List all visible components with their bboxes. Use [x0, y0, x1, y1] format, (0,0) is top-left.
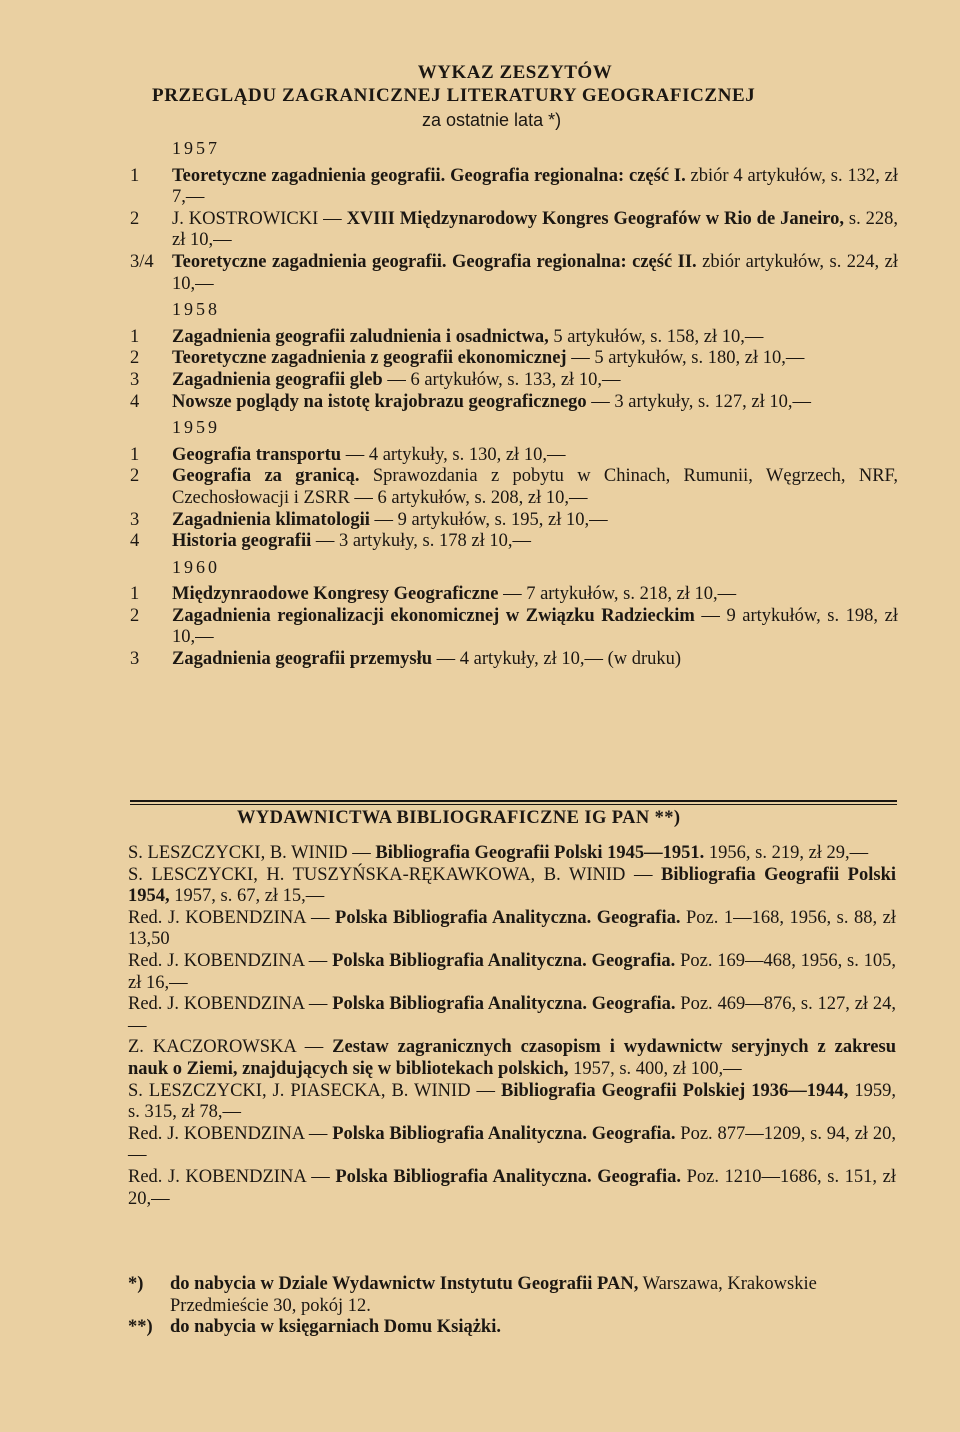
item-details: zbiór 4 artykułów, s. 132, zł 7,— — [172, 165, 899, 208]
item-title: Zagadnienia klimatologii — [172, 509, 370, 530]
item-details: — 9 artykułów, s. 198, zł 10,— — [172, 605, 898, 648]
footnote-details: Warszawa, Krakowskie Przedmieście 30, pokój 12. — [170, 1274, 817, 1316]
bibliography-list — [128, 843, 896, 1210]
bib-author: Z. KACZOROWSKA — — [128, 1037, 333, 1058]
item-title: XVIII Międzynarodowy Kongres Geografów w Rio de Janeiro, — [346, 208, 844, 229]
bib-title: Zestaw zagranicznych czasopism i wydawnictw seryjnych z zakresu nauk o Ziemi, znajdujących się w bibliotekach polskich, — [128, 1037, 896, 1079]
item-details: — 6 artykułów, s. 133, zł 10,— — [382, 369, 621, 390]
bib-author: Red. J. KOBENDZINA — — [128, 1123, 333, 1144]
item-number: 1 — [130, 165, 140, 186]
list-item — [130, 606, 898, 649]
bib-title: Polska Bibliografia Analityczna. Geografia. — [332, 1123, 676, 1144]
bibliography-item — [128, 843, 896, 865]
item-details: Sprawozdania z pobytu w Chinach, Rumunii, Węgrzech, NRF, Czechosłowacji i ZSRR — 6 artykułów, s. 208, zł 10,— — [172, 466, 898, 508]
bib-details: 1956, s. 219, zł 29,— — [704, 843, 869, 863]
item-number: 2 — [130, 348, 140, 369]
section-heading: WYDAWNICTWA BIBLIOGRAFICZNE IG PAN **) — [237, 808, 681, 828]
footnote-text: do nabycia w księgarniach Domu Książki. — [170, 1317, 501, 1338]
bib-details: 1957, s. 400, zł 100,— — [568, 1058, 742, 1079]
bibliography-item — [128, 865, 896, 908]
bib-author: Red. J. KOBENDZINA — — [128, 907, 336, 928]
bibliography-item — [128, 1037, 896, 1080]
bib-title: Bibliografia Geografii Polskiej 1936—1944, — [501, 1080, 849, 1101]
item-title: Geografia za granicą. — [172, 466, 360, 487]
list-item — [130, 584, 898, 606]
item-number: 3 — [130, 649, 140, 670]
item-details: s. 228, zł 10,— — [172, 208, 898, 251]
bib-author: S. LESZCZYCKI, B. WINID — — [128, 843, 376, 863]
bib-details: 1957, s. 67, zł 15,— — [169, 886, 325, 907]
bib-details: Poz. 1—168, 1956, s. 88, zł 13,50 — [128, 907, 896, 950]
year-heading: 1959 — [172, 417, 220, 438]
year-heading: 1957 — [172, 138, 220, 158]
page-subtitle: PRZEGLĄDU ZAGRANICZNEJ LITERATURY GEOGRAFICZNEJ — [152, 85, 756, 106]
footnote — [128, 1317, 896, 1339]
item-details: — 3 artykuły, s. 127, zł 10,— — [586, 391, 812, 412]
bib-author: Red. J. KOBENDZINA — — [128, 994, 333, 1015]
item-number: 2 — [130, 208, 140, 229]
list-item — [130, 445, 898, 467]
divider — [130, 800, 897, 802]
bibliography-item — [128, 1124, 896, 1167]
bib-details: Poz. 169—468, 1956, s. 105, zł 16,— — [128, 950, 896, 993]
item-number: 1 — [130, 326, 140, 347]
footnote — [128, 1274, 896, 1317]
footnote-mark: *) — [128, 1274, 144, 1294]
list-item — [130, 209, 898, 252]
item-details: — 3 artykuły, s. 178 zł 10,— — [311, 531, 531, 552]
item-details: zbiór artykułów, s. 224, zł 10,— — [172, 251, 898, 294]
divider — [130, 804, 897, 805]
item-number: 4 — [130, 531, 140, 552]
item-title: Geografia transportu — [172, 444, 342, 465]
item-number: 3 — [130, 509, 140, 530]
item-author: J. KOSTROWICKI — — [172, 208, 347, 229]
bib-author: S. LESZCZYCKI, J. PIASECKA, B. WINID — — [128, 1080, 502, 1101]
bibliography-item — [128, 994, 896, 1037]
footnotes — [128, 1274, 896, 1339]
bib-title: Bibliografia Geografii Polski 1954, — [128, 864, 896, 907]
page-subtitle-note: za ostatnie lata *) — [422, 110, 562, 130]
list-item — [130, 510, 898, 532]
bibliography-item — [128, 951, 896, 994]
item-title: Zagadnienia regionalizacji ekonomicznej w Związku Radzieckim — [172, 605, 695, 626]
list-item — [130, 166, 898, 209]
item-details: — 5 artykułów, s. 180, zł 10,— — [566, 348, 805, 369]
issues-list — [130, 138, 898, 671]
item-number: 4 — [130, 391, 140, 412]
item-number: 1 — [130, 444, 140, 465]
item-number: 2 — [130, 605, 140, 626]
bib-details: Poz. 877—1209, s. 94, zł 20,— — [128, 1123, 896, 1166]
item-title: Historia geografii — [172, 531, 312, 552]
bibliography-item — [128, 1081, 896, 1124]
bibliography-item — [128, 1167, 896, 1210]
item-number: 3/4 — [130, 251, 154, 272]
item-title: Zagadnienia geografii gleb — [172, 369, 383, 390]
item-title: Teoretyczne zagadnienia geografii. Geografia regionalna: część I. — [172, 165, 686, 186]
bib-author: S. LESCZYCKI, H. TUSZYŃSKA-RĘKAWKOWA, B. WINID — — [128, 864, 662, 885]
item-title: Teoretyczne zagadnienia z geografii ekonomicznej — [172, 348, 567, 369]
list-item — [130, 649, 898, 671]
list-item — [130, 392, 898, 414]
list-item — [130, 370, 898, 392]
bib-details: Poz. 1210—1686, s. 151, zł 20,— — [128, 1166, 896, 1209]
footnote-mark: **) — [128, 1317, 153, 1338]
bib-title: Polska Bibliografia Analityczna. Geografia. — [332, 994, 676, 1015]
list-item — [130, 348, 898, 370]
page-title: WYKAZ ZESZYTÓW — [417, 62, 613, 83]
bib-details: 1959, s. 315, zł 78,— — [128, 1080, 896, 1123]
bib-title: Bibliografia Geografii Polski 1945—1951. — [375, 843, 705, 863]
bib-author: Red. J. KOBENDZINA — — [128, 1166, 336, 1187]
item-details: — 4 artykuły, zł 10,— (w druku) — [432, 649, 682, 670]
item-title: Nowsze poglądy na istotę krajobrazu geograficznego — [172, 391, 587, 412]
list-item — [130, 531, 898, 553]
footnote-text: do nabycia w Dziale Wydawnictw Instytutu Geografii PAN, — [170, 1274, 639, 1294]
year-heading: 1958 — [172, 299, 220, 320]
item-details: — 9 artykułów, s. 195, zł 10,— — [369, 509, 608, 530]
bib-title: Polska Bibliografia Analityczna. Geografia. — [335, 1166, 681, 1187]
item-title: Zagadnienia geografii zaludnienia i osadnictwa, — [172, 326, 549, 347]
item-title: Zagadnienia geografii przemysłu — [172, 649, 433, 670]
item-number: 1 — [130, 584, 140, 605]
bibliography-item — [128, 908, 896, 951]
bib-details: Poz. 469—876, s. 127, zł 24,— — [128, 994, 896, 1036]
list-item — [130, 466, 898, 509]
item-number: 2 — [130, 466, 140, 487]
year-heading: 1960 — [172, 556, 220, 577]
list-item — [130, 327, 898, 349]
item-number: 3 — [130, 369, 140, 390]
item-details: 5 artykułów, s. 158, zł 10,— — [548, 326, 764, 347]
item-title: Międzynraodowe Kongresy Geograficzne — [172, 584, 499, 605]
bib-title: Polska Bibliografia Analityczna. Geografia. — [335, 907, 681, 928]
bib-author: Red. J. KOBENDZINA — — [128, 950, 333, 971]
item-details: — 4 artykuły, s. 130, zł 10,— — [341, 444, 566, 465]
bib-title: Polska Bibliografia Analityczna. Geografia. — [332, 950, 676, 971]
list-item — [130, 252, 898, 295]
item-title: Teoretyczne zagadnienia geografii. Geografia regionalna: część II. — [172, 251, 697, 272]
item-details: — 7 artykułów, s. 218, zł 10,— — [498, 584, 737, 605]
